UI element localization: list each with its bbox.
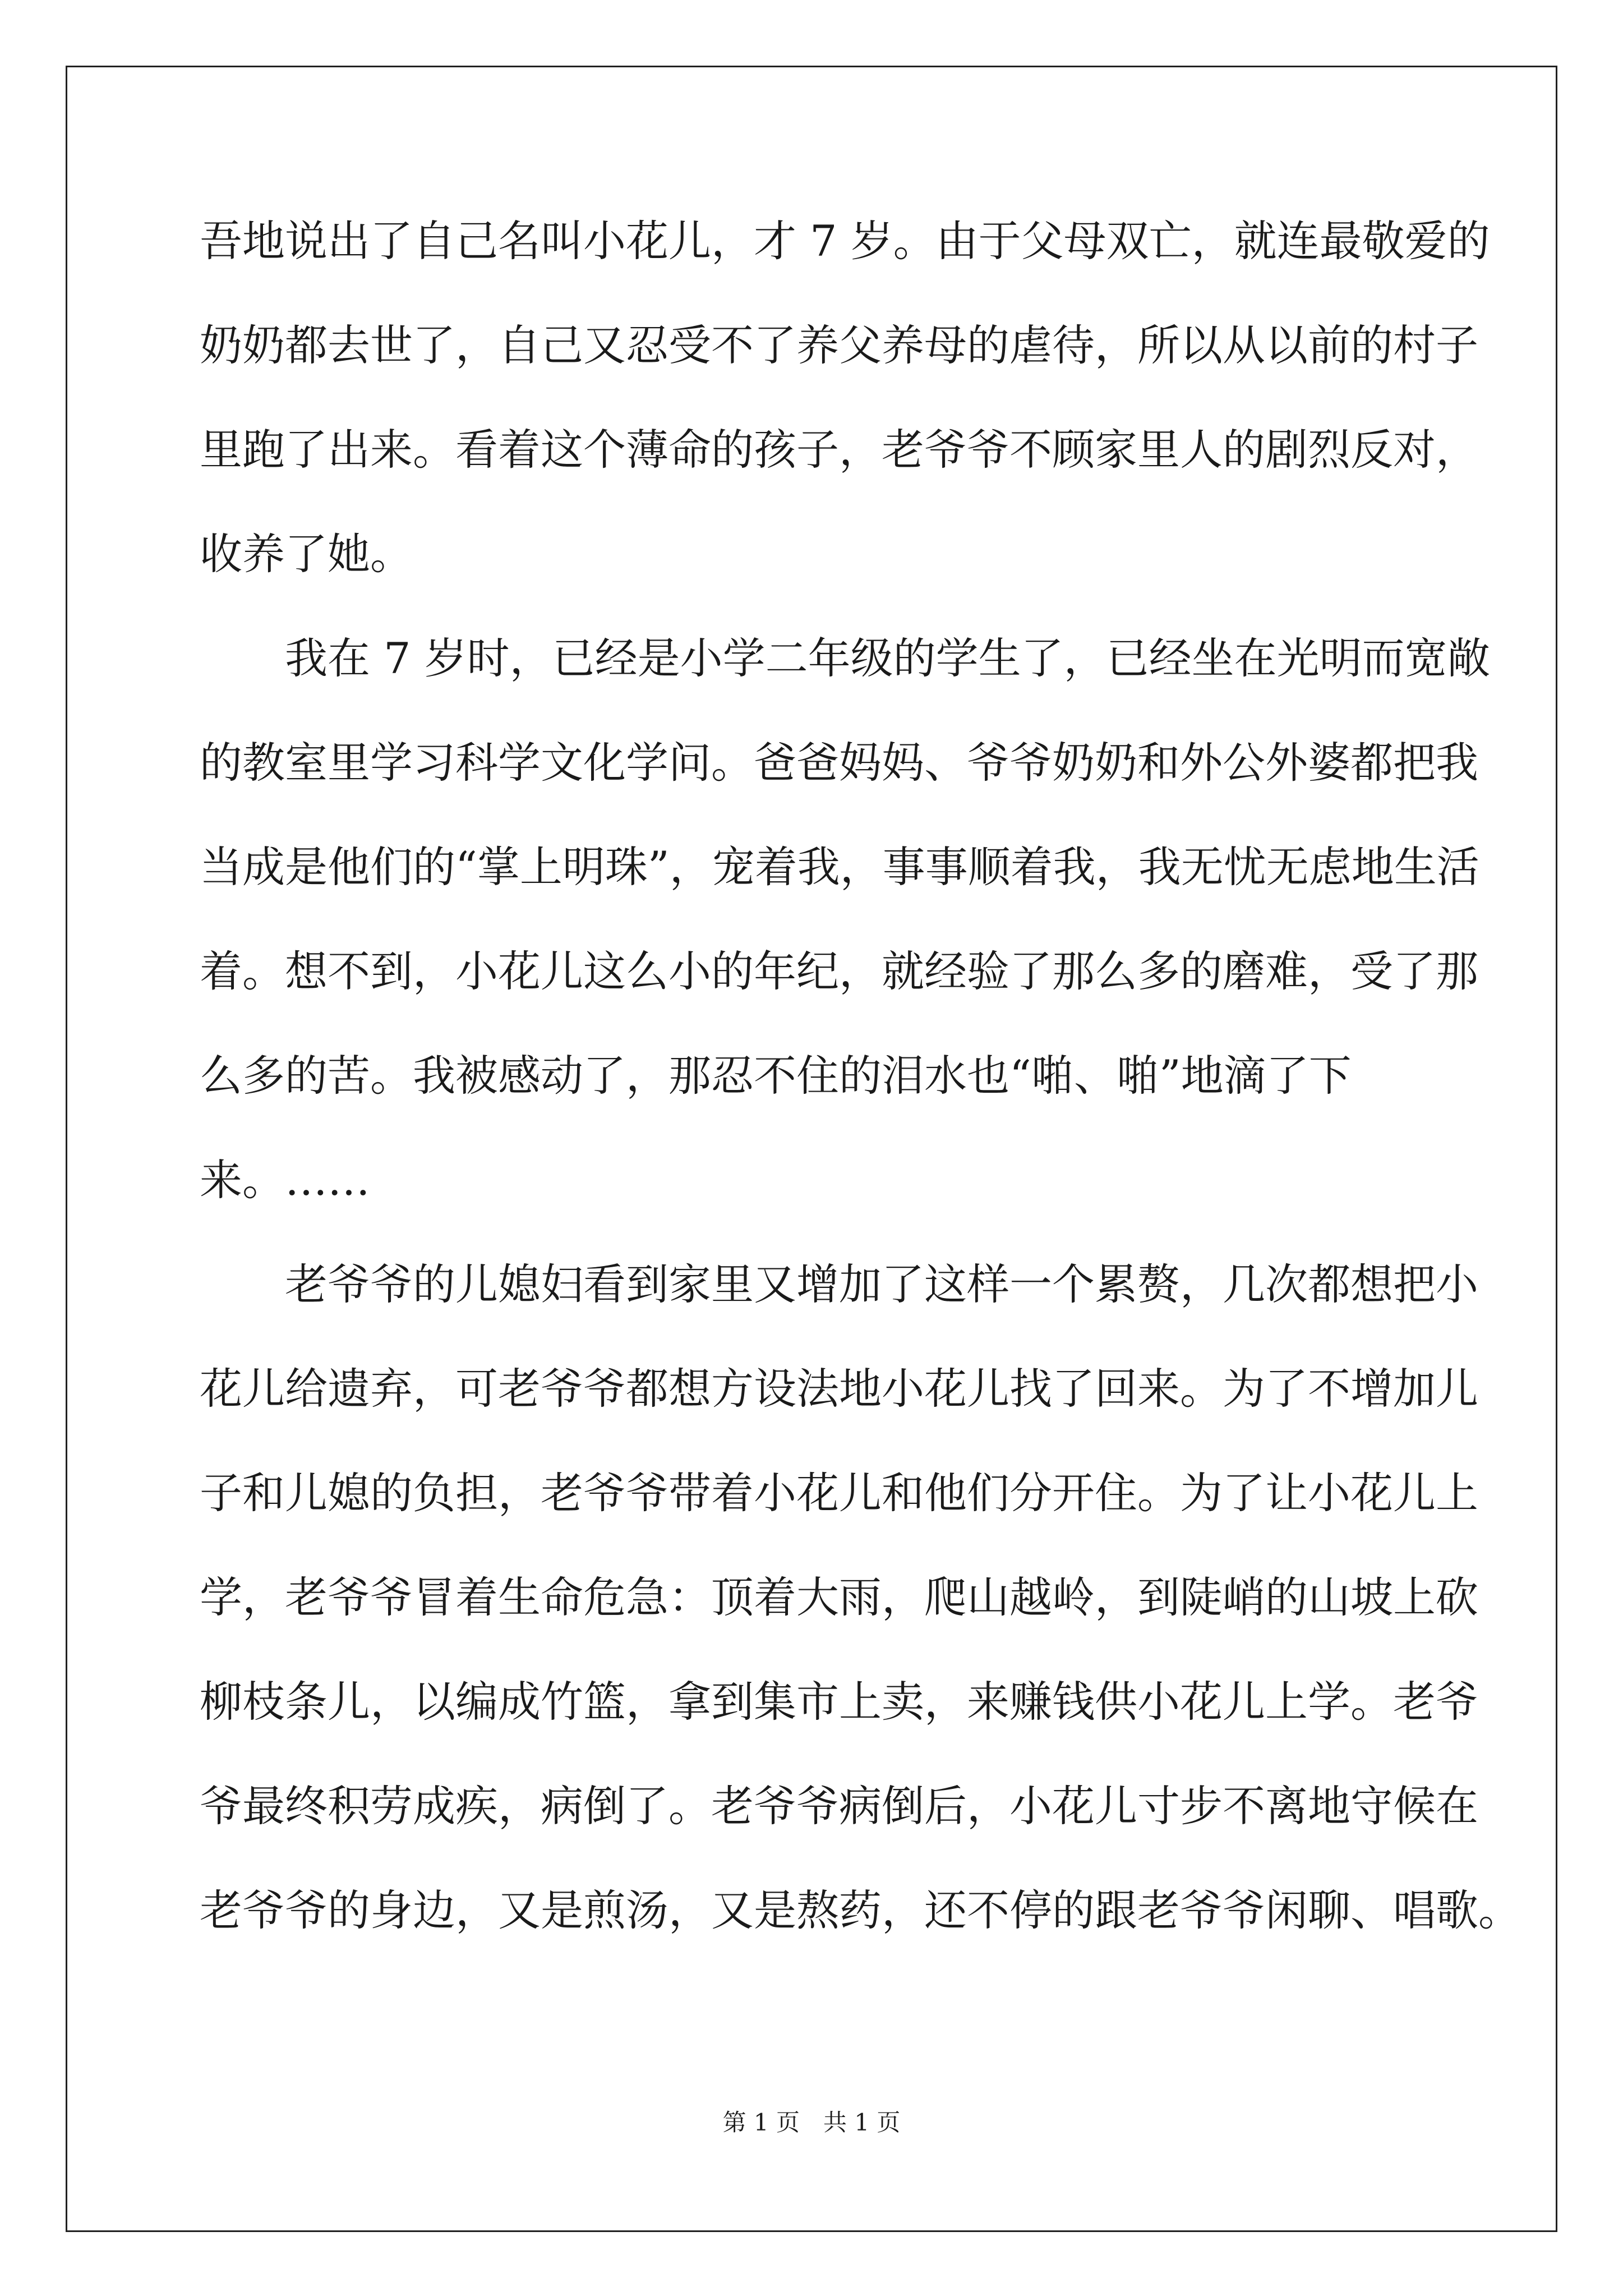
text-line: 么多的苦。我被感动了，那忍不住的泪水也“啪、啪”地滴了下 [200,1051,1352,1101]
text-line: 着。想不到，小花儿这么小的年纪，就经验了那么多的磨难，受了那 [200,946,1478,996]
paragraph-start-line: 老爷爷的儿媳妇看到家里又增加了这样一个累赘，几次都想把小 [285,1259,1478,1309]
page-footer: 第 1 页 共 1 页 [722,2109,901,2136]
text-line: 爷最终积劳成疾，病倒了。老爷爷病倒后，小花儿寸步不离地守候在 [200,1781,1478,1831]
text-line: 奶奶都去世了，自己又忍受不了养父养母的虐待，所以从以前的村子 [200,320,1478,370]
text-line: 的教室里学习科学文化学问。爸爸妈妈、爷爷奶奶和外公外婆都把我 [200,738,1478,788]
text-line: 花儿给遗弃，可老爷爷都想方设法地小花儿找了回来。为了不增加儿 [200,1364,1478,1414]
text-line: 子和儿媳的负担，老爷爷带着小花儿和他们分开住。为了让小花儿上 [200,1468,1478,1518]
text-line: 来。…… [200,1155,370,1205]
text-line: 吾地说出了自己名叫小花儿，才 7 岁。由于父母双亡，就连最敬爱的 [200,216,1490,266]
text-line: 收养了她。 [200,529,413,579]
text-line: 里跑了出来。看着这个薄命的孩子，老爷爷不顾家里人的剧烈反对， [200,425,1478,475]
paragraph-start-line: 我在 7 岁时，已经是小学二年级的学生了，已经坐在光明而宽敞 [285,633,1490,683]
text-line: 当成是他们的“掌上明珠”，宠着我，事事顺着我，我无忧无虑地生活 [200,842,1479,892]
text-line: 老爷爷的身边，又是煎汤，又是熬药，还不停的跟老爷爷闲聊、唱歌。 [200,1885,1521,1935]
text-line: 柳枝条儿，以编成竹篮，拿到集市上卖，来赚钱供小花儿上学。老爷 [200,1677,1478,1727]
text-line: 学，老爷爷冒着生命危急：顶着大雨，爬山越岭，到陡峭的山坡上砍 [200,1572,1478,1622]
